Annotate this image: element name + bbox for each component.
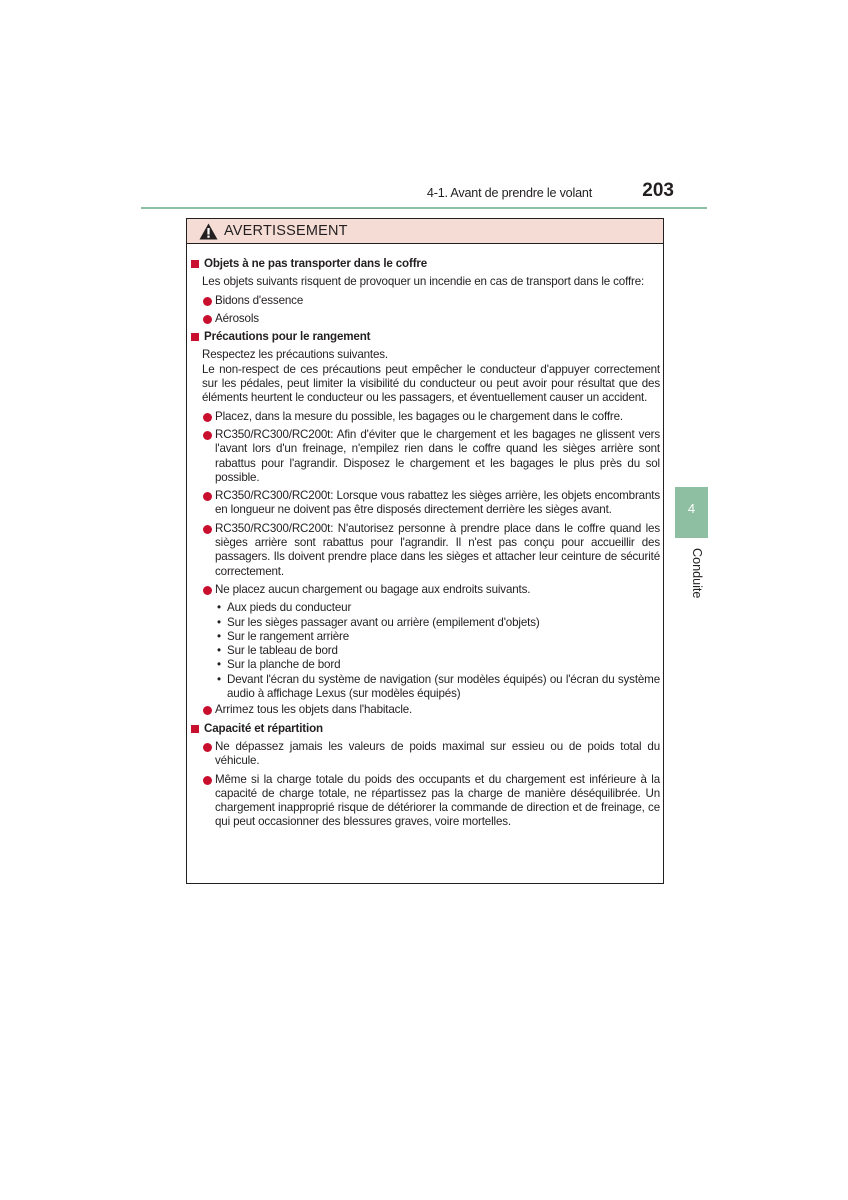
bullet-text: Ne dépassez jamais les valeurs de poids maximal sur essieu ou de poids total du véhicule. [215, 739, 660, 768]
sub-bullet: • [217, 658, 221, 672]
sub-item [190, 630, 660, 644]
red-dot-marker [203, 315, 212, 324]
bullet-text: Aérosols [215, 311, 259, 325]
sub-bullet: • [217, 615, 221, 629]
section-title-text: Objets à ne pas transporter dans le coffre [204, 257, 428, 270]
chapter-label: Conduite [690, 548, 704, 599]
red-dot-marker [203, 297, 212, 306]
header-rule [141, 207, 707, 209]
sub-item-text: Sur les sièges passager avant ou arrière (empilement d'objets) [227, 615, 540, 629]
chapter-number: 4 [687, 501, 696, 516]
section-title [190, 330, 660, 344]
bullet-item [190, 583, 660, 597]
red-dot-marker [203, 492, 212, 501]
sub-bullet: • [217, 629, 221, 643]
warning-box [186, 218, 664, 884]
sub-list [190, 601, 660, 701]
sub-bullet: • [217, 601, 221, 615]
section-title [190, 722, 660, 736]
bullet-text: Ne placez aucun chargement ou bagage aux endroits suivants. [215, 582, 531, 596]
sub-item [190, 658, 660, 672]
paragraph: Respectez les précautions suivantes. [202, 348, 388, 362]
sub-item [190, 616, 660, 630]
red-dot-marker [203, 525, 212, 534]
sub-bullet: • [217, 672, 221, 686]
bullet-item [190, 489, 660, 518]
red-dot-marker [203, 431, 212, 440]
sub-item-text: Sur le rangement arrière [227, 629, 350, 643]
warning-title: AVERTISSEMENT [224, 223, 348, 239]
bullet-text: Même si la charge totale du poids des occupants et du chargement est inférieure à la capacité de charge totale, ne répartissez pas la charge de manière déséquilibrée. Un chargement inapproprié risque de détériorer la commande de direction et de freinage, ce qui peut occasionner des blessures graves, voire mortelles. [215, 772, 660, 829]
bullet-item [190, 428, 660, 485]
red-dot-marker [203, 586, 212, 595]
bullet-item [190, 522, 660, 579]
red-dot-marker [203, 413, 212, 422]
bullet-text: Bidons d'essence [215, 293, 304, 307]
red-square-marker [191, 333, 199, 341]
bullet-text: RC350/RC300/RC200t: Lorsque vous rabattez les sièges arrière, les objets encombrants en longueur ne doivent pas être disposés directement derrière les sièges avant. [215, 489, 660, 517]
sub-item-text: Sur le tableau de bord [227, 644, 338, 658]
red-square-marker [191, 725, 199, 733]
red-dot-marker [203, 706, 212, 715]
sub-item-text: Sur la planche de bord [227, 658, 341, 672]
sub-item [190, 673, 660, 702]
sub-item [190, 644, 660, 658]
bullet-item [190, 773, 660, 830]
bullet-item [190, 294, 660, 308]
red-dot-marker [203, 743, 212, 752]
bullet-text: RC350/RC300/RC200t: N'autorisez personne à prendre place dans le coffre quand les sièges arrière sont rabattus pour l'agrandir. Il n'est pas conçu pour accueillir des passagers. Ils doivent prendre place dans les sièges et attacher leur ceinture de sécurité correctement. [215, 521, 660, 578]
bullet-item [190, 740, 660, 769]
sub-bullet: • [217, 644, 221, 658]
bullet-text: Placez, dans la mesure du possible, les bagages ou le chargement dans le coffre. [215, 409, 623, 423]
sub-item-text: Devant l'écran du système de navigation (sur modèles équipés) ou l'écran du système audio à affichage Lexus (sur modèles équipés) [227, 672, 660, 701]
header-section-title: 4-1. Avant de prendre le volant [426, 186, 592, 200]
bullet-text: RC350/RC300/RC200t: Afin d'éviter que le chargement et les bagages ne glissent vers l'avant lors d'un freinage, n'empilez rien dans le coffre quand les sièges arrière sont rabattus pour l'agrandir. Disposez le chargement et les bagages le plus près du sol possible. [215, 427, 660, 484]
section-title-text: Capacité et répartition [204, 721, 323, 735]
warning-content [190, 257, 660, 834]
red-dot-marker [203, 776, 212, 785]
paragraph: Le non-respect de ces précautions peut empêcher le conducteur d'appuyer correctement sur les pédales, peut limiter la visibilité du conducteur ou peut avoir pour résultat que des éléments heurtent le conducteur ou les passagers, et éventuellement causer un accident. [202, 362, 660, 405]
page-number: 203 [642, 180, 674, 201]
section-title-text: Précautions pour le rangement [204, 330, 371, 344]
bullet-item [190, 410, 660, 424]
section-title [190, 257, 660, 271]
paragraph: Les objets suivants risquent de provoquer un incendie en cas de transport dans le coffre: [202, 275, 645, 289]
red-square-marker [191, 260, 199, 268]
sub-item-text: Aux pieds du conducteur [227, 601, 352, 615]
bullet-item [190, 312, 660, 326]
bullet-item [190, 703, 660, 717]
warning-header [187, 219, 663, 244]
sub-item [190, 601, 660, 615]
warning-triangle-icon [199, 223, 218, 240]
bullet-text: Arrimez tous les objets dans l'habitacle. [215, 703, 413, 717]
